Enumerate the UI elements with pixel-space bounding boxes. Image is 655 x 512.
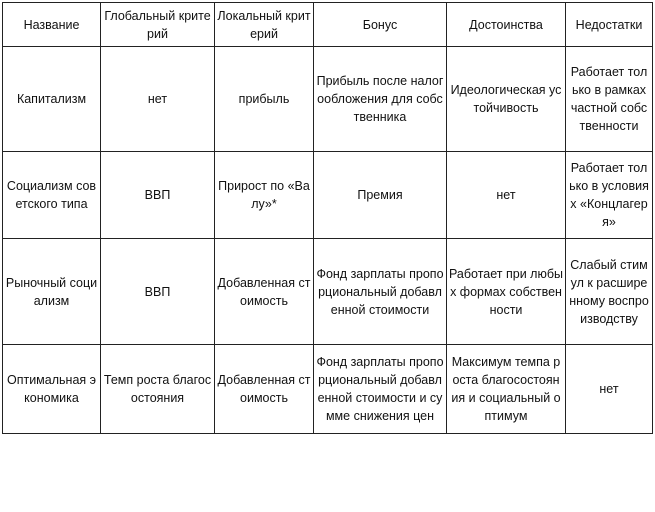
table-cell: Идеологическая устойчивость <box>447 47 566 152</box>
table-cell: Прирост по «Валу»* <box>215 152 314 239</box>
table-cell: Оптимальная экономика <box>3 345 101 434</box>
header-cell-local-criterion: Локальный критерий <box>215 3 314 47</box>
table-cell: Добавленная стоимость <box>215 345 314 434</box>
table-cell: Фонд зарплаты пропорциональный добавленной стоимости и сумме снижения цен <box>314 345 447 434</box>
table-row <box>3 239 653 345</box>
table-cell: Капитализм <box>3 47 101 152</box>
table-cell: нет <box>566 345 653 434</box>
table-cell: ВВП <box>101 239 215 345</box>
table-header-row <box>3 3 653 47</box>
table-cell: Прибыль после налогообложения для собственника <box>314 47 447 152</box>
table-cell: Слабый стимул к расширенному воспроизводству <box>566 239 653 345</box>
table-row <box>3 152 653 239</box>
table-cell: Темп роста благосостояния <box>101 345 215 434</box>
table-row <box>3 47 653 152</box>
table-cell: Работает только в рамках частной собственности <box>566 47 653 152</box>
table-row <box>3 345 653 434</box>
header-cell-advantages: Достоинства <box>447 3 566 47</box>
table-cell: нет <box>447 152 566 239</box>
table-cell: Рыночный социализм <box>3 239 101 345</box>
comparison-table <box>2 2 653 434</box>
table-cell: Работает только в условиях «Концлагеря» <box>566 152 653 239</box>
table-cell: нет <box>101 47 215 152</box>
table-cell: Социализм советского типа <box>3 152 101 239</box>
table-cell: ВВП <box>101 152 215 239</box>
header-cell-name: Название <box>3 3 101 47</box>
table-cell: Премия <box>314 152 447 239</box>
header-cell-bonus: Бонус <box>314 3 447 47</box>
table-cell: Фонд зарплаты пропорциональный добавленной стоимости <box>314 239 447 345</box>
table-cell: Добавленная стоимость <box>215 239 314 345</box>
table-cell: прибыль <box>215 47 314 152</box>
header-cell-disadvantages: Недостатки <box>566 3 653 47</box>
header-cell-global-criterion: Глобальный критерий <box>101 3 215 47</box>
table-cell: Работает при любых формах собственности <box>447 239 566 345</box>
table-cell: Максимум темпа роста благосостояния и социальный оптимум <box>447 345 566 434</box>
